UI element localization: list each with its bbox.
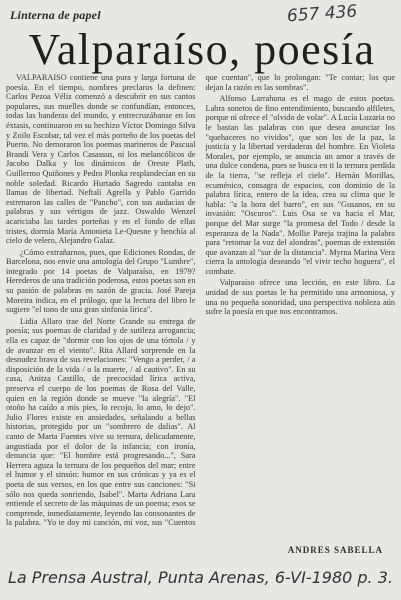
paragraph: VALPARAISO contiene una pura y larga fortuna de poesía. En el tiempo, nombres preclaros la definen: Carlos Pezoa Véliz comenzó a descubrir en sus cantos populares, sus muelles donde se confundían, entonces, todas las banderas del mundo, y entrecruzábanse en los éxtasis, continuaron en su hechizo Víctor Domingo Silva y Zoilo Escobar, tal vez el más porteño de los poetas del Puerto. No demoraron los poemas marineros de Pascual Brandi Vera y Carlos Casassus, ni los melancólicos de Jacobo Dalka y los dinámicos de Oreste Plath, Guillermo Quiñones y Pedro Plonka resplandecían en su noble soledad. Ricardo Hurtado Sagredo cantaba en llamas de libertad. Neftalí Agrella y Pablo Garrido estrenaron las calles de "Pancho", con sus audacias de palabras y sus vértigos de jazz. Oswaldo Wenzel acariciaba las tardes porteñas y en el fondo de ellas tristes, dormía María Antonieta Le-Quesne y henchía al cielo de velero, Alejandro Galaz. bbox=[6, 73, 196, 246]
paragraph: ¿Cómo extrañarnos, pues, que Ediciones Rondas, de Barcelona, nos envíe una antología del Grupo "Lumbre", integrado por 14 poetas de Valparaíso, en 1979? Herederos de una tradición poderosa, estos poetas son en su pasión de palabras en sazón de gracia. José Pareja Moreira indica, en el prólogo, que la lectura del libro le sugiere "el tono de una gran sinfonía lírica". bbox=[6, 247, 196, 315]
handwritten-source-note: La Prensa Austral, Punta Arenas, 6-VI-1980 p. 3. bbox=[8, 568, 393, 587]
article-title: Valparaíso, poesía bbox=[28, 25, 376, 74]
paragraph: Valparaíso ofrece una lección, en este libro. La unidad de sus poetas le ha permitido una armoniosa, y una no pequeña sonoridad, una perspectiva nobleza aún sufre la poesía en que nos encontramos. bbox=[205, 278, 395, 317]
article-body bbox=[6, 73, 395, 543]
paragraph: Alfonso Larrahona es el mago de estos poetas. Labra sonetos de fino entendimiento, buscando alfiletes, porque ni ofrece el "olvido de volar". A Lucía Lozaria no le bastan las palabras con que desea anunciar los "quehaceres no vividos", que son los de la paz, la justicia y la libertad verdaderas del hombre. En Violeta Morales, por ejemplo, se anuncia un amor a través de una dulce condena, pues se busca en ti la ternura perdida de la tierra, "se refleja el cielo". Hernán Morillas, ecuménico, consagra de espacios, con dominio de la palabra lírica, entero de la idea, crea su clima que le habla: "a la hora del barro", en sus "Gusanos, en su invasión: "Oscuros". Luis Osa se va hacia el Mar, porque del Mar surge "la promesa del Todo / desde la esperanza de la Nada". Mollie Pareja trajina la palabra para "retomar la voz del alondras", poemas de extensión que avanzan al "sur de la distancia". Myrna Marina Vera cierra la antología deseando "el vivir techo hoguera", el combate. bbox=[205, 94, 395, 276]
author-byline: ANDRES SABELLA bbox=[287, 545, 383, 555]
section-label: Linterna de papel bbox=[10, 8, 101, 22]
handwritten-code: 657 436 bbox=[286, 1, 358, 27]
paragraph: Lidia Allaro trae del Norte Grande su entrega de poesía; sus poemas de claridad y de sutileza arrogancia; ella es capaz de "dormir con los ojos de una tórtola / y de avanzar en el viento". Rita Allard sorprende en la desnudez brava de sus revelaciones: "Vengo a perder, / a disposición de la vida / o la muerte, / al cautivo". En su casa, Anitza Castillo, de precocidad lírica activa, preserva el cuerpo de los poemas de Rosa del Valle, quien en la región donde se mueve "la alegría". "El otoño ha caído a mis pies, lo recojo, lo amo, lo dejo". Julio Flores existe en ansiedades, señalando a bellas historias, protegido por un "sombrero de dalias". Al canto de Marta Fuentes vive su ternura, delicadamente, angustiada por el dolor de la infancia; con ironía, denuncia que: "El hombre está progresando...", Sara Herrera aguza la ternura de los pequeños del mar; entre el humor y el sinsón: humor en sus crónicas y ya es el poeta de sus versos, en los que entre sus canciones: "Si sólo nos queda sonriendo, Isabel". Marta Adriana Lara entiende el secreto de las máquinas de un poema; esos se comprende, inmediatamente, leyendo las consonantes de la palabra. "Yo te doy mi canción, mi voz, sus "Cuentos que cuentan", que lo prolongan: "Te contar; los que dejan la razón en las sombras". bbox=[6, 73, 395, 528]
